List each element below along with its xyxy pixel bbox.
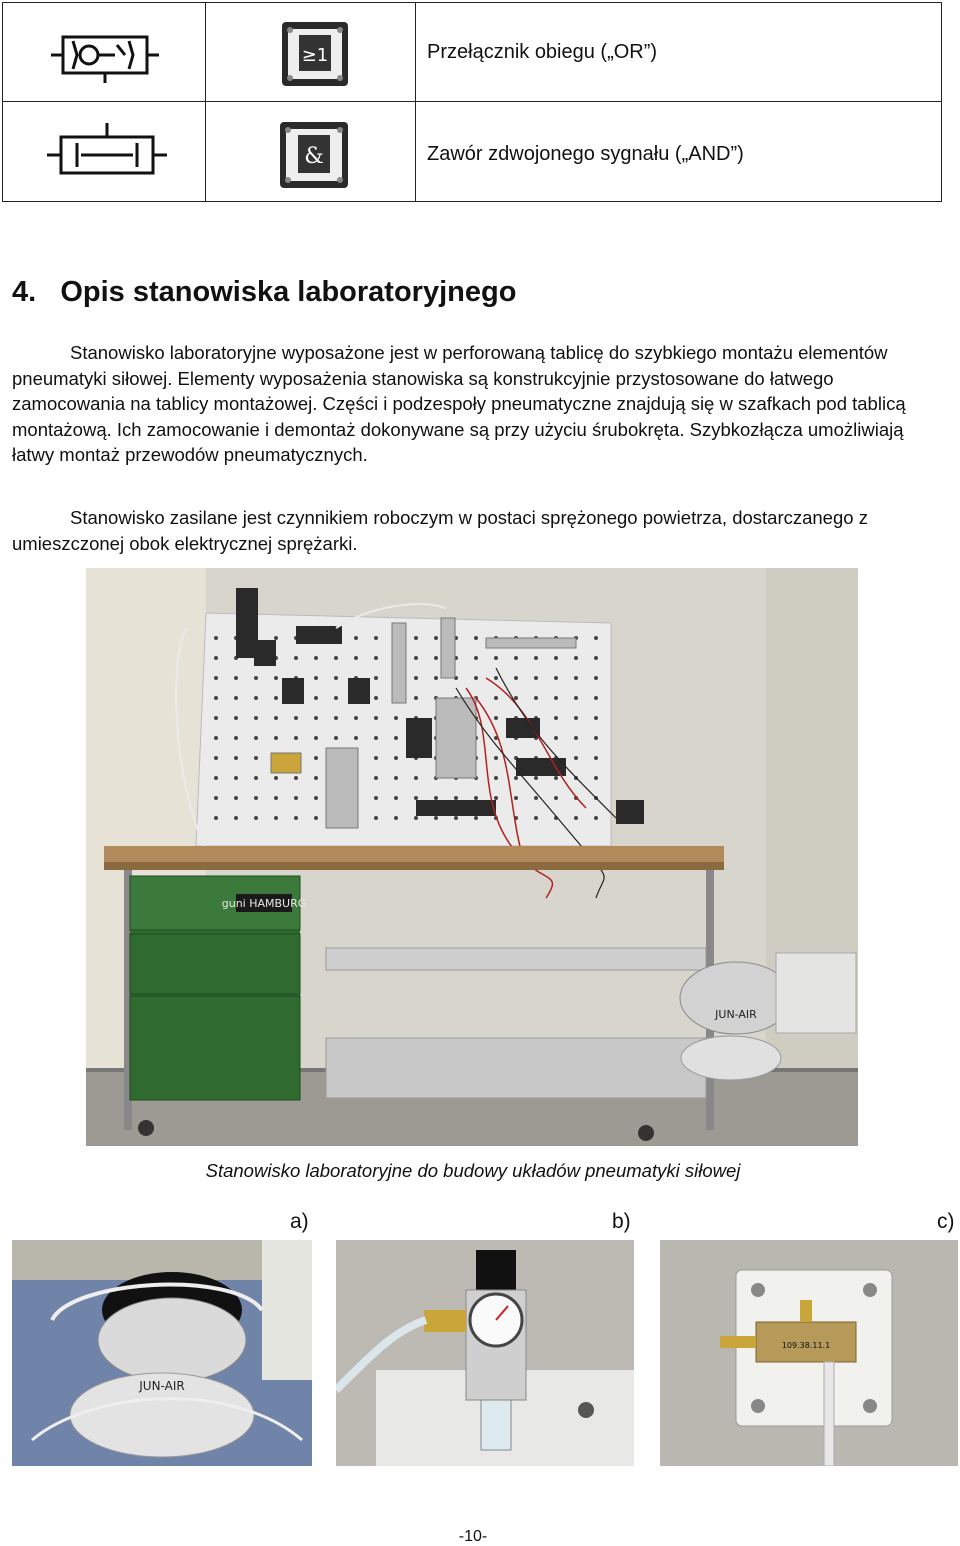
pressure-regulator-photo (336, 1240, 634, 1466)
svg-text:≥1: ≥1 (301, 45, 329, 66)
table-col-divider (205, 3, 206, 201)
sub-compressor-brand-text: JUN-AIR (139, 1379, 185, 1393)
sub-photo-label-b: b) (612, 1210, 631, 1233)
and-module-illustration (660, 1240, 958, 1466)
cabinet-brand-text: guni HAMBURG (221, 897, 307, 910)
compressor-brand-text: JUN-AIR (715, 1008, 757, 1021)
section-heading: 4. Opis stanowiska laboratoryjnego (12, 276, 517, 308)
module-code-text: 109.38.11.1 (781, 1341, 831, 1350)
paragraph-2 (12, 505, 942, 556)
and-module-photo (660, 1240, 958, 1466)
or-valve-symbol-icon (47, 27, 159, 83)
and-module-icon (279, 121, 349, 189)
table-row-divider (3, 101, 941, 102)
paragraph-2-text: Stanowisko zasilane jest czynnikiem roboczym w postaci sprężonego powietrza, dostarczanego z umieszczonej obok elektrycznej sprężarki. (12, 507, 868, 554)
and-valve-label: Zawór zdwojonego sygnału („AND”) (427, 143, 744, 165)
lab-stand-photo (86, 568, 858, 1146)
svg-text:&: & (304, 144, 324, 169)
or-valve-label: Przełącznik obiegu („OR”) (427, 41, 658, 63)
paragraph-1 (12, 340, 942, 468)
compressor-illustration (12, 1240, 312, 1466)
page-number: -10- (458, 1528, 488, 1545)
main-photo-caption: Stanowisko laboratoryjne do budowy układów pneumatyki siłowej (205, 1160, 741, 1181)
compressor-photo (12, 1240, 312, 1466)
sub-photo-label-a: a) (290, 1210, 309, 1233)
paragraph-1-text: Stanowisko laboratoryjne wyposażone jest w perforowaną tablicę do szybkiego montażu elementów pneumatyki siłowej. Elementy wyposażenia stanowiska są konstrukcyjnie przystosowane do łatwego zamocowania na tablicy montażowej. Części i podzespoły pneumatyczne znajdują się w szafkach pod tablicą montażową. Ich zamocowanie i demontaż dokonywane są przy użyciu śrubokręta. Szybkozłącza umożliwiają łatwy montaż przewodów pneumatycznych. (12, 342, 906, 465)
symbol-table (2, 2, 942, 202)
lab-stand-illustration (86, 568, 858, 1146)
pressure-regulator-illustration (336, 1240, 634, 1466)
or-module-icon (281, 21, 349, 87)
table-col-divider (415, 3, 416, 201)
sub-photo-label-c: c) (937, 1210, 955, 1233)
and-valve-symbol-icon (43, 123, 171, 185)
